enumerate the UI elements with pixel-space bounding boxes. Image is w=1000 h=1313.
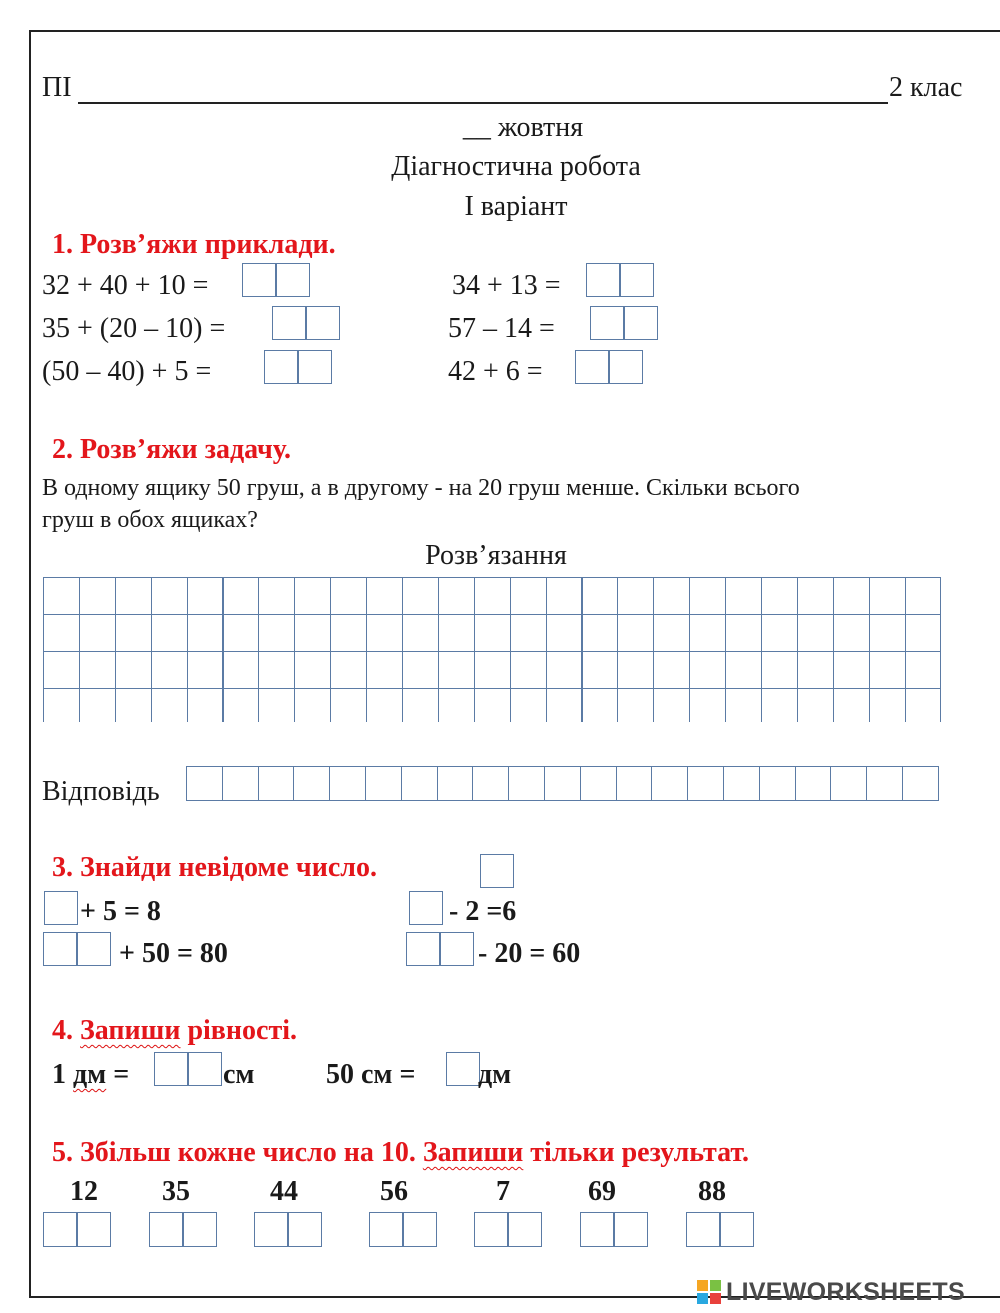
solution-grid-cell[interactable]	[617, 614, 654, 652]
sample-cell	[480, 854, 514, 888]
solution-grid-cell[interactable]	[294, 688, 331, 722]
solution-grid-cell[interactable]	[617, 651, 654, 689]
solution-grid-cell[interactable]	[223, 651, 260, 689]
solution-grid-cell[interactable]	[725, 651, 762, 689]
task2-text-line1: В одному ящику 50 груш, а в другому - на 20 груш менше. Скільки всього	[42, 475, 800, 501]
solution-grid-cell[interactable]	[294, 577, 331, 615]
solution-grid-cell[interactable]	[474, 651, 511, 689]
solution-grid-cell[interactable]	[833, 614, 870, 652]
solution-label: Розв’язання	[425, 540, 567, 571]
solution-grid-cell[interactable]	[689, 651, 726, 689]
solution-grid-cell[interactable]	[223, 688, 260, 722]
unknown-cell[interactable]	[77, 932, 111, 966]
solution-grid-cell[interactable]	[546, 577, 583, 615]
solution-grid-cell[interactable]	[653, 688, 690, 722]
task5-number: 35	[162, 1176, 190, 1207]
solution-grid-cell[interactable]	[187, 651, 224, 689]
unknown-cell[interactable]	[406, 932, 440, 966]
solution-grid-cell[interactable]	[330, 577, 367, 615]
answer-row-cell[interactable]	[830, 766, 867, 801]
task5-answer-cell[interactable]	[183, 1212, 217, 1247]
solution-grid-cell[interactable]	[833, 577, 870, 615]
solution-grid-cell[interactable]	[115, 688, 152, 722]
task4-eq1	[52, 1059, 129, 1091]
task3-example-2: - 2 =6	[449, 896, 517, 927]
solution-grid-cell[interactable]	[115, 614, 152, 652]
solution-grid-cell[interactable]	[151, 651, 188, 689]
task5-number: 69	[588, 1176, 616, 1207]
answer-cell[interactable]	[264, 350, 298, 384]
solution-grid-cell[interactable]	[833, 688, 870, 722]
solution-grid-cell[interactable]	[151, 577, 188, 615]
unknown-cell[interactable]	[44, 891, 78, 925]
task5-answer-cell[interactable]	[720, 1212, 754, 1247]
answer-row-cell[interactable]	[329, 766, 366, 801]
date-label: __ жовтня	[462, 112, 584, 143]
task5-answer-cell[interactable]	[508, 1212, 542, 1247]
answer-row-cell[interactable]	[401, 766, 438, 801]
solution-grid-cell[interactable]	[474, 577, 511, 615]
task5-answer-cell[interactable]	[474, 1212, 508, 1247]
answer-row-cell[interactable]	[544, 766, 581, 801]
solution-grid-cell[interactable]	[617, 688, 654, 722]
task5-number: 12	[70, 1176, 98, 1207]
solution-grid-cell[interactable]	[869, 688, 906, 722]
solution-grid-cell[interactable]	[905, 688, 942, 722]
task5-number: 88	[698, 1176, 726, 1207]
solution-grid-cell[interactable]	[617, 577, 654, 615]
solution-grid-cell[interactable]	[330, 688, 367, 722]
solution-grid-cell[interactable]	[438, 651, 475, 689]
eq1-left: 1	[52, 1059, 73, 1090]
answer-cell[interactable]	[242, 263, 276, 297]
solution-grid-cell[interactable]	[258, 688, 295, 722]
answer-row-cell[interactable]	[472, 766, 509, 801]
task5-answer-cell[interactable]	[149, 1212, 183, 1247]
solution-grid-cell[interactable]	[258, 577, 295, 615]
solution-grid-cell[interactable]	[833, 651, 870, 689]
solution-grid-cell[interactable]	[151, 688, 188, 722]
answer-row-cell[interactable]	[293, 766, 330, 801]
solution-grid-cell[interactable]	[689, 577, 726, 615]
eq1-cell[interactable]	[188, 1052, 222, 1086]
task2-text-line2: груш в обох ящиках?	[42, 507, 258, 533]
solution-grid-cell[interactable]	[689, 614, 726, 652]
solution-grid-cell[interactable]	[43, 651, 80, 689]
answer-cell[interactable]	[590, 306, 624, 340]
solution-grid-cell[interactable]	[797, 614, 834, 652]
solution-grid-cell[interactable]	[258, 651, 295, 689]
solution-grid-cell[interactable]	[474, 688, 511, 722]
unknown-cell[interactable]	[409, 891, 443, 925]
answer-row-cell[interactable]	[902, 766, 939, 801]
solution-grid-cell[interactable]	[582, 577, 619, 615]
solution-grid-cell[interactable]	[79, 688, 116, 722]
solution-grid-cell[interactable]	[725, 688, 762, 722]
solution-grid-cell[interactable]	[905, 651, 942, 689]
solution-grid-cell[interactable]	[761, 577, 798, 615]
task2-heading: 2. Розв’яжи задачу.	[52, 434, 291, 465]
solution-grid-cell[interactable]	[869, 577, 906, 615]
answer-cell[interactable]	[624, 306, 658, 340]
task5-answer-cell[interactable]	[77, 1212, 111, 1247]
answer-row-cell[interactable]	[580, 766, 617, 801]
answer-row-cell[interactable]	[795, 766, 832, 801]
solution-grid-cell[interactable]	[402, 614, 439, 652]
solution-grid-cell[interactable]	[151, 614, 188, 652]
solution-grid-cell[interactable]	[79, 577, 116, 615]
task5-part2: тільки результат.	[523, 1137, 750, 1168]
task4-heading	[52, 1015, 297, 1047]
answer-cell[interactable]	[298, 350, 332, 384]
task5-number: 44	[270, 1176, 298, 1207]
answer-cell[interactable]	[609, 350, 643, 384]
answer-cell[interactable]	[575, 350, 609, 384]
name-label: ПІ	[42, 72, 72, 103]
eq1-right: см	[223, 1059, 255, 1090]
solution-grid-cell[interactable]	[330, 651, 367, 689]
eq2-cell[interactable]	[446, 1052, 480, 1086]
solution-grid-cell[interactable]	[402, 688, 439, 722]
solution-grid-cell[interactable]	[366, 614, 403, 652]
answer-row-cell[interactable]	[365, 766, 402, 801]
solution-grid-cell[interactable]	[582, 614, 619, 652]
task1-example-3: 35 + (20 – 10) =	[42, 313, 226, 344]
eq2-right: дм	[478, 1059, 512, 1090]
task1-example-1: 32 + 40 + 10 =	[42, 270, 209, 301]
solution-grid-cell[interactable]	[869, 614, 906, 652]
solution-grid-cell[interactable]	[115, 651, 152, 689]
task5-part1: 5. Збільш кожне число на 10.	[52, 1137, 423, 1168]
answer-row-cell[interactable]	[723, 766, 760, 801]
solution-grid-cell[interactable]	[402, 577, 439, 615]
solution-grid-cell[interactable]	[761, 651, 798, 689]
task1-heading: 1. Розв’яжи приклади.	[52, 229, 336, 260]
task5-number: 7	[496, 1176, 510, 1207]
solution-grid-cell[interactable]	[438, 614, 475, 652]
answer-row-cell[interactable]	[258, 766, 295, 801]
solution-grid-cell[interactable]	[294, 614, 331, 652]
solution-grid-cell[interactable]	[402, 651, 439, 689]
task5-heading	[52, 1137, 749, 1169]
solution-grid-cell[interactable]	[797, 688, 834, 722]
task1-example-2: 34 + 13 =	[452, 270, 561, 301]
task4-number: 4.	[52, 1015, 80, 1046]
solution-grid-cell[interactable]	[582, 688, 619, 722]
task3-example-1: + 5 = 8	[80, 896, 161, 927]
solution-grid-cell[interactable]	[653, 651, 690, 689]
answer-cell[interactable]	[620, 263, 654, 297]
solution-grid-cell[interactable]	[187, 614, 224, 652]
solution-grid-cell[interactable]	[438, 688, 475, 722]
task5-answer-cell[interactable]	[614, 1212, 648, 1247]
solution-grid-cell[interactable]	[187, 577, 224, 615]
answer-row-cell[interactable]	[222, 766, 259, 801]
task5-answer-cell[interactable]	[580, 1212, 614, 1247]
answer-row-cell[interactable]	[759, 766, 796, 801]
answer-cell[interactable]	[306, 306, 340, 340]
task5-answer-cell[interactable]	[369, 1212, 403, 1247]
answer-label: Відповідь	[42, 776, 160, 807]
eq2-left: 50 см =	[326, 1059, 416, 1090]
task3-heading: 3. Знайди невідоме число.	[52, 852, 377, 883]
solution-grid-cell[interactable]	[79, 651, 116, 689]
solution-grid-cell[interactable]	[510, 651, 547, 689]
liveworksheets-logo-icon	[697, 1280, 721, 1304]
task5-answer-cell[interactable]	[43, 1212, 77, 1247]
solution-grid-cell[interactable]	[438, 577, 475, 615]
answer-row-cell[interactable]	[437, 766, 474, 801]
liveworksheets-brand: LIVEWORKSHEETS	[726, 1278, 965, 1306]
solution-grid-cell[interactable]	[115, 577, 152, 615]
eq1-unit: дм	[73, 1059, 107, 1090]
solution-grid-cell[interactable]	[546, 651, 583, 689]
answer-row-cell[interactable]	[616, 766, 653, 801]
task5-word: Запиши	[422, 1137, 524, 1168]
solution-grid-cell[interactable]	[187, 688, 224, 722]
task1-example-5: (50 – 40) + 5 =	[42, 356, 212, 387]
solution-grid-cell[interactable]	[43, 614, 80, 652]
solution-grid-cell[interactable]	[653, 614, 690, 652]
task4-word: Запиши	[80, 1015, 181, 1046]
solution-grid-cell[interactable]	[905, 577, 942, 615]
solution-grid-cell[interactable]	[797, 651, 834, 689]
answer-row-cell[interactable]	[186, 766, 223, 801]
answer-cell[interactable]	[276, 263, 310, 297]
name-line	[78, 102, 888, 104]
solution-grid-cell[interactable]	[510, 614, 547, 652]
solution-grid-cell[interactable]	[546, 688, 583, 722]
solution-grid-cell[interactable]	[366, 651, 403, 689]
solution-grid-cell[interactable]	[761, 688, 798, 722]
answer-row-cell[interactable]	[866, 766, 903, 801]
solution-grid-cell[interactable]	[79, 614, 116, 652]
task5-number: 56	[380, 1176, 408, 1207]
task5-answer-cell[interactable]	[403, 1212, 437, 1247]
solution-grid-cell[interactable]	[474, 614, 511, 652]
solution-grid-cell[interactable]	[510, 688, 547, 722]
solution-grid-cell[interactable]	[258, 614, 295, 652]
solution-grid-cell[interactable]	[761, 614, 798, 652]
solution-grid-cell[interactable]	[294, 651, 331, 689]
unknown-cell[interactable]	[43, 932, 77, 966]
task1-example-6: 42 + 6 =	[448, 356, 543, 387]
task5-answer-cell[interactable]	[686, 1212, 720, 1247]
answer-row-cell[interactable]	[687, 766, 724, 801]
solution-grid-cell[interactable]	[330, 614, 367, 652]
task3-example-3: + 50 = 80	[119, 938, 228, 969]
unknown-cell[interactable]	[440, 932, 474, 966]
grade-label: 2 клас	[889, 72, 963, 103]
solution-grid-cell[interactable]	[725, 577, 762, 615]
answer-row-cell[interactable]	[651, 766, 688, 801]
solution-grid-cell[interactable]	[797, 577, 834, 615]
eq1-eq: =	[106, 1059, 130, 1090]
solution-grid-cell[interactable]	[689, 688, 726, 722]
solution-grid-cell[interactable]	[510, 577, 547, 615]
solution-grid-cell[interactable]	[366, 577, 403, 615]
eq1-cell[interactable]	[154, 1052, 188, 1086]
answer-cell[interactable]	[586, 263, 620, 297]
solution-grid-cell[interactable]	[725, 614, 762, 652]
answer-row-cell[interactable]	[508, 766, 545, 801]
task5-answer-cell[interactable]	[254, 1212, 288, 1247]
task3-example-4: - 20 = 60	[478, 938, 581, 969]
task4-rest: рівності.	[180, 1015, 298, 1046]
solution-grid-cell[interactable]	[223, 577, 260, 615]
solution-grid-cell[interactable]	[905, 614, 942, 652]
page-title: Діагностична робота	[391, 151, 641, 182]
answer-cell[interactable]	[272, 306, 306, 340]
solution-grid-cell[interactable]	[869, 651, 906, 689]
solution-grid-cell[interactable]	[366, 688, 403, 722]
solution-grid-cell[interactable]	[653, 577, 690, 615]
task1-example-4: 57 – 14 =	[448, 313, 555, 344]
task5-answer-cell[interactable]	[288, 1212, 322, 1247]
solution-grid-cell[interactable]	[43, 577, 80, 615]
solution-grid-cell[interactable]	[43, 688, 80, 722]
variant-label: І варіант	[464, 191, 568, 222]
solution-grid-cell[interactable]	[546, 614, 583, 652]
solution-grid-cell[interactable]	[582, 651, 619, 689]
solution-grid-cell[interactable]	[223, 614, 260, 652]
